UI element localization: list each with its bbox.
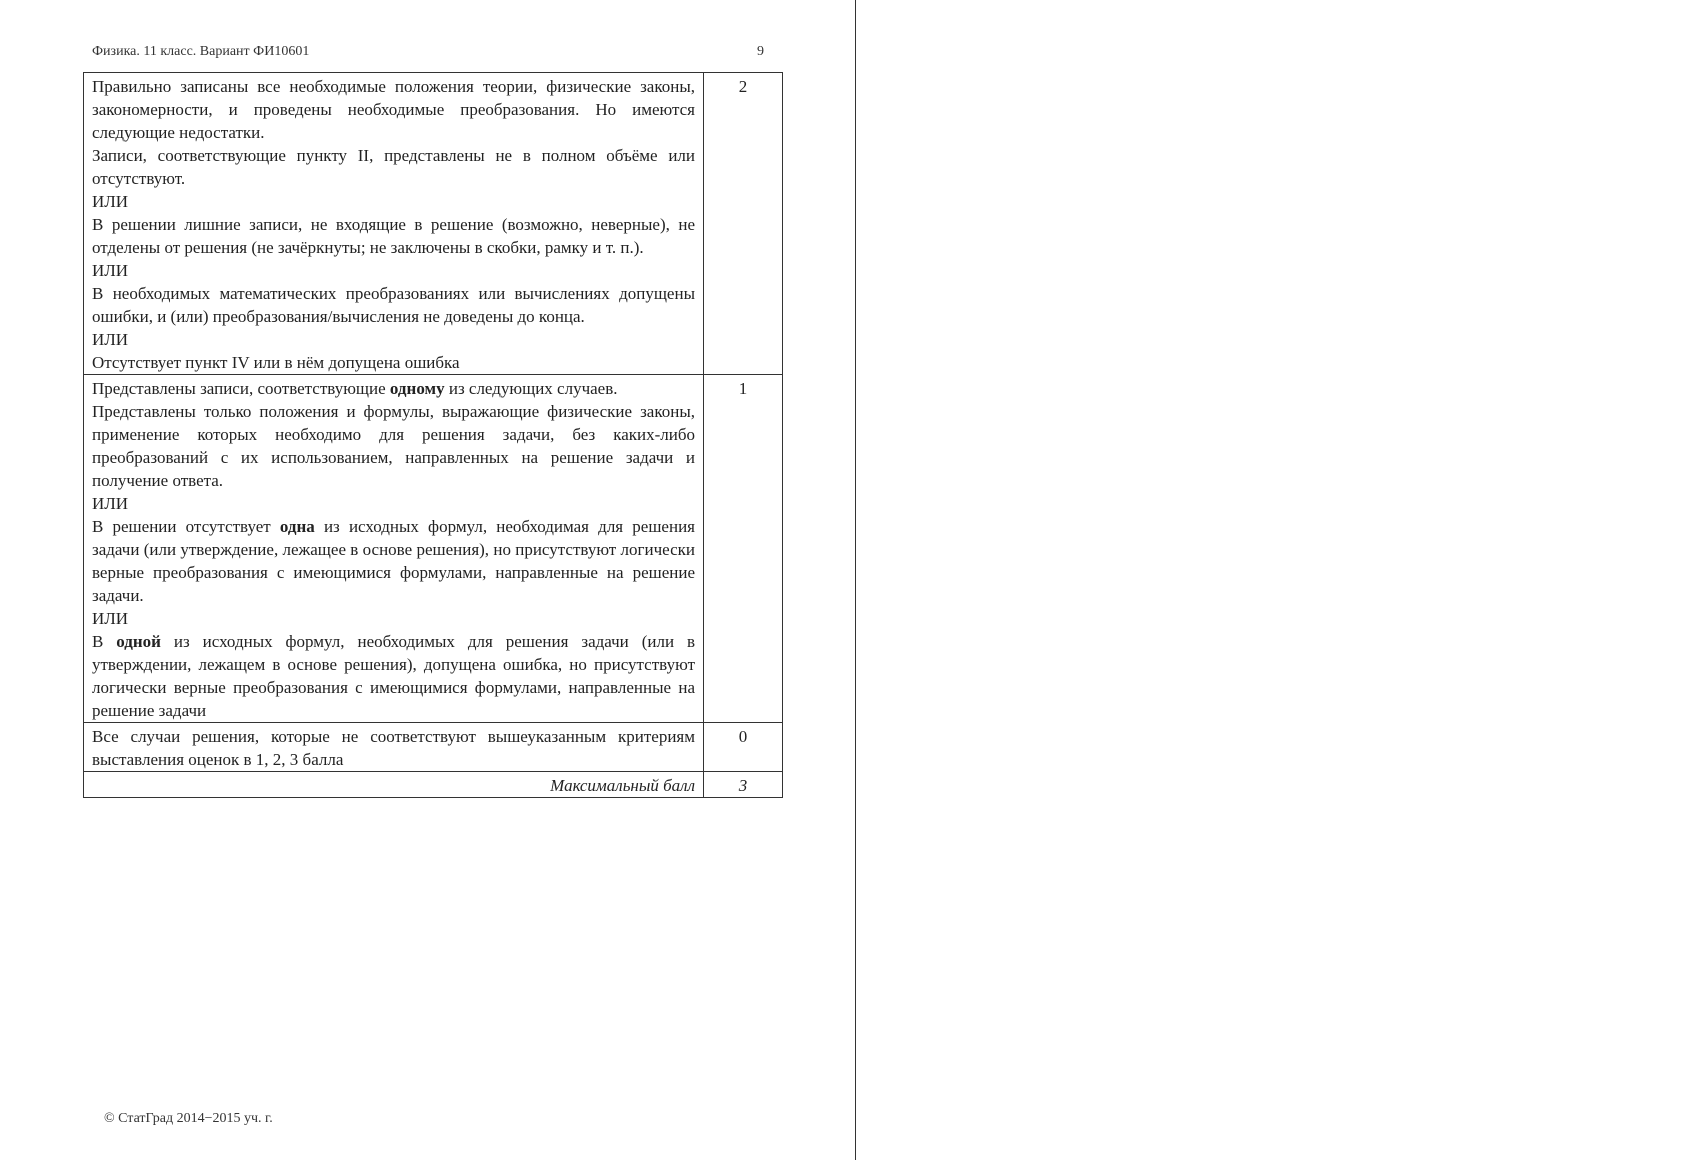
max-score-value: 3 [704, 772, 783, 798]
or-separator: ИЛИ [92, 609, 129, 628]
text-fragment: из исходных формул, необходимая для решения задачи (или утверждение, лежащее в основе решения), но присутствуют логически верные преобразования с имеющимися формулами, направленные на решение задачи. [92, 517, 695, 605]
copyright-footer: © СтатГрад 2014−2015 уч. г. [104, 1111, 273, 1126]
document-header-title: Физика. 11 класс. Вариант ФИ10601 [92, 44, 310, 59]
criteria-row-score-0 [84, 723, 783, 772]
grading-criteria-table [83, 72, 783, 798]
score-value: 2 [704, 73, 783, 375]
text-fragment: Представлены записи, соответствующие [92, 379, 390, 398]
text-fragment: В решении отсутствует [92, 517, 280, 536]
page-number: 9 [757, 44, 764, 59]
or-separator: ИЛИ [92, 330, 129, 349]
text-fragment: из следующих случаев. [444, 379, 618, 398]
max-score-row [84, 772, 783, 798]
criteria-paragraph [92, 377, 695, 400]
criteria-paragraph: В необходимых математических преобразованиях или вычислениях допущены ошибки, и (или) преобразования/вычисления не доведены до конца. [92, 284, 695, 326]
text-fragment: из исходных формул, необходимых для решения задачи (или в утверждении, лежащем в основе решения), допущена ошибка, но присутствуют логически верные преобразования с имеющимися формулами, направленные на решение задачи [92, 632, 696, 720]
criteria-description [84, 73, 704, 375]
emphasis-text: одна [279, 517, 315, 536]
text-fragment: В [92, 632, 117, 651]
criteria-paragraph [92, 515, 695, 607]
criteria-description [84, 375, 704, 723]
page-divider [855, 0, 856, 1160]
criteria-row-score-2 [84, 73, 783, 375]
criteria-paragraph: Записи, соответствующие пункту II, представлены не в полном объёме или отсутствуют. [92, 146, 695, 188]
or-separator: ИЛИ [92, 261, 129, 280]
emphasis-text: одному [389, 379, 445, 398]
or-separator: ИЛИ [92, 494, 129, 513]
criteria-paragraph [92, 630, 695, 722]
criteria-paragraph: Представлены только положения и формулы, выражающие физические законы, применение которых необходимо для решения задачи, без каких-либо преобразований с их использованием, направленных на решение задачи и получение ответа. [92, 402, 695, 490]
criteria-paragraph: Правильно записаны все необходимые положения теории, физические законы, закономерности, и проведены необходимые преобразования. Но имеются следующие недостатки. [92, 77, 695, 142]
criteria-paragraph: Отсутствует пункт IV или в нём допущена ошибка [92, 353, 460, 372]
score-value: 1 [704, 375, 783, 723]
max-score-label: Максимальный балл [84, 772, 704, 798]
criteria-row-score-1 [84, 375, 783, 723]
emphasis-text: одной [116, 632, 161, 651]
criteria-paragraph: В решении лишние записи, не входящие в решение (возможно, неверные), не отделены от решения (не зачёркнуты; не заключены в скобки, рамку и т. п.). [92, 215, 695, 257]
criteria-description [84, 723, 704, 772]
score-value: 0 [704, 723, 783, 772]
criteria-paragraph: Все случаи решения, которые не соответствуют вышеуказанным критериям выставления оценок в 1, 2, 3 балла [92, 727, 695, 769]
or-separator: ИЛИ [92, 192, 129, 211]
